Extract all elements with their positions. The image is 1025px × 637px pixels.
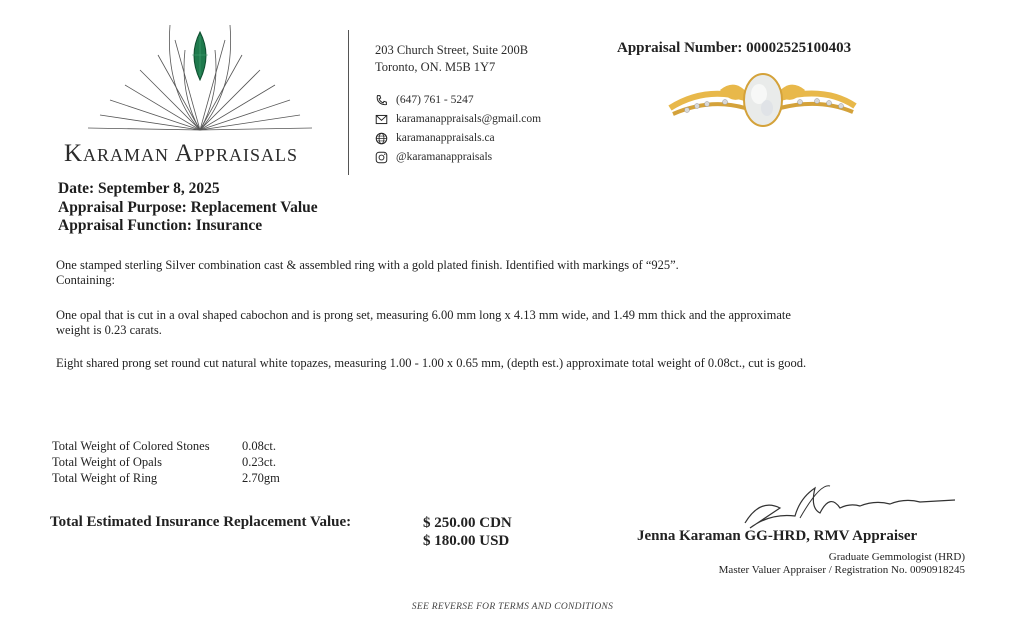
address-line-1: 203 Church Street, Suite 200B xyxy=(375,43,529,57)
appraiser-registration: Master Valuer Appraiser / Registration No. 0090918245 xyxy=(718,564,965,576)
header-divider xyxy=(348,30,349,175)
instagram-text: @karamanappraisals xyxy=(396,151,493,163)
appraiser-name: Jenna Karaman GG-HRD, RMV Appraiser xyxy=(637,528,918,544)
appraisal-details xyxy=(58,180,318,236)
phone-icon xyxy=(375,94,388,107)
totals-row xyxy=(52,438,280,454)
email-row xyxy=(375,110,541,129)
contact-block xyxy=(375,42,541,167)
ring-description-line-1: One stamped sterling Silver combination cast & assembled ring with a gold plated finish. Identified with markings of “925”. xyxy=(56,258,679,272)
opal-description xyxy=(56,308,946,338)
totals-label: Total Weight of Ring xyxy=(52,471,158,485)
ring-photo xyxy=(665,68,860,140)
website-row xyxy=(375,129,541,148)
appraiser-title: Graduate Gemmologist (HRD) xyxy=(828,551,965,563)
totals-row xyxy=(52,470,280,486)
instagram-icon xyxy=(375,151,388,164)
totals-row xyxy=(52,454,280,470)
date-heading: Date: September 8, 2025 xyxy=(58,180,220,197)
appraisal-number: Appraisal Number: 00002525100403 xyxy=(617,40,852,56)
handwritten-signature xyxy=(740,478,960,533)
valuation-usd: $ 180.00 USD xyxy=(423,533,510,549)
totals-label: Total Weight of Opals xyxy=(52,455,163,469)
instagram-row xyxy=(375,148,541,167)
weight-totals xyxy=(52,438,280,486)
valuation-cdn: $ 250.00 CDN xyxy=(423,515,512,531)
purpose-heading: Appraisal Purpose: Replacement Value xyxy=(58,198,318,216)
email-text: karamanappraisals@gmail.com xyxy=(396,113,542,125)
phone-row xyxy=(375,91,541,110)
brand-name: Karaman Appraisals xyxy=(64,140,299,167)
valuation-label: Total Estimated Insurance Replacement Value: xyxy=(50,514,352,530)
topaz-description-line: Eight shared prong set round cut natural white topazes, measuring 1.00 - 1.00 x 0.65 mm, (depth est.) approximate total weight of 0.08ct., cut is good. xyxy=(56,356,807,370)
phone-text: (647) 761 - 5247 xyxy=(396,94,474,106)
topaz-description xyxy=(56,356,966,371)
globe-icon xyxy=(375,132,388,145)
totals-value: 2.70gm xyxy=(242,471,280,485)
company-logo xyxy=(80,20,320,145)
totals-value: 0.23ct. xyxy=(242,455,277,469)
address-line-2: Toronto, ON. M5B 1Y7 xyxy=(375,60,496,74)
opal-description-line-2: weight is 0.23 carats. xyxy=(56,323,162,337)
footer-note: SEE REVERSE FOR TERMS AND CONDITIONS xyxy=(411,602,614,612)
function-heading: Appraisal Function: Insurance xyxy=(58,217,263,234)
ring-description xyxy=(56,258,816,288)
totals-value: 0.08ct. xyxy=(242,439,277,453)
mail-icon xyxy=(375,113,388,126)
ring-description-line-2: Containing: xyxy=(56,273,116,287)
totals-label: Total Weight of Colored Stones xyxy=(52,439,210,453)
opal-description-line-1: One opal that is cut in a oval shaped cabochon and is prong set, measuring 6.00 mm long x 4.13 mm wide, and 1.49 mm thick and the approximate xyxy=(56,308,791,322)
valuation-values xyxy=(423,515,512,550)
website-text: karamanappraisals.ca xyxy=(396,132,495,144)
